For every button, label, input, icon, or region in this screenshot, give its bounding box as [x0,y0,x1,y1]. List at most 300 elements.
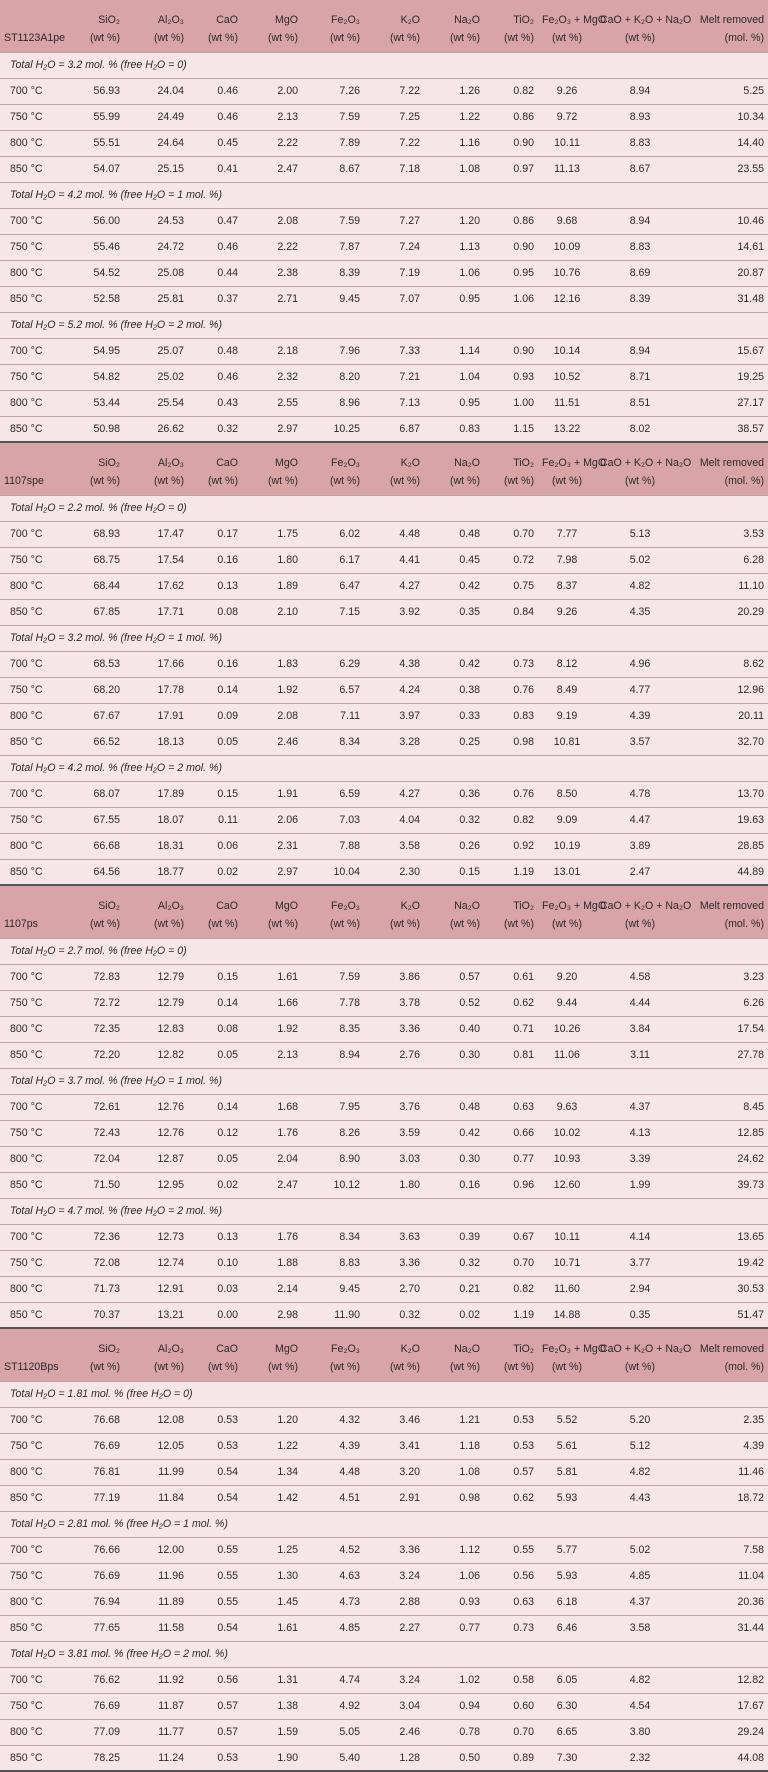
value-cell: 2.13 [242,1042,302,1068]
temperature-cell: 750 °C [0,807,64,833]
value-cell: 3.76 [364,1094,424,1120]
value-cell: 8.50 [538,781,596,807]
value-cell: 4.82 [596,1667,684,1693]
unit-label: (wt %) [329,1361,360,1374]
value-cell: 10.26 [538,1016,596,1042]
value-cell: 4.58 [596,964,684,990]
table-row [0,1146,768,1172]
header-blank [0,0,64,26]
value-cell: 0.83 [484,703,538,729]
value-cell: 18.31 [124,833,188,859]
table-row [0,1745,768,1771]
temperature-cell: 700 °C [0,1667,64,1693]
value-cell: 0.05 [188,1146,242,1172]
value-cell: 8.02 [596,416,684,442]
unit-label: (wt %) [624,1361,655,1374]
value-cell: 7.15 [302,599,364,625]
table-row [0,104,768,130]
value-cell: 8.83 [596,234,684,260]
value-cell: 1.20 [242,1407,302,1433]
value-cell: 1.19 [484,859,538,885]
col-header-mgo: MgO [275,14,298,26]
value-cell: 2.06 [242,807,302,833]
value-cell: 10.93 [538,1146,596,1172]
value-cell: 0.32 [188,416,242,442]
value-cell: 10.04 [302,859,364,885]
value-cell: 0.62 [484,990,538,1016]
col-header-k2o: K₂O [400,457,420,469]
value-cell: 11.96 [124,1563,188,1589]
table-row [0,1615,768,1641]
header-row-units [0,469,768,495]
value-cell: 11.58 [124,1615,188,1641]
value-cell: 12.91 [124,1276,188,1302]
value-cell: 0.08 [188,1016,242,1042]
temperature-cell: 750 °C [0,1563,64,1589]
value-cell: 0.42 [424,651,484,677]
value-cell: 8.51 [596,390,684,416]
value-cell: 0.92 [484,833,538,859]
value-cell: 25.54 [124,390,188,416]
value-cell: 17.78 [124,677,188,703]
value-cell: 7.19 [364,260,424,286]
value-cell: 1.06 [484,286,538,312]
value-cell: 2.38 [242,260,302,286]
col-header-sio2: SiO₂ [98,457,120,469]
col-header-na2o: Na₂O [454,1343,480,1355]
value-cell: 0.57 [188,1719,242,1745]
value-cell: 3.92 [364,599,424,625]
value-cell: 44.08 [684,1745,768,1771]
temperature-cell: 850 °C [0,859,64,885]
unit-label: (wt %) [207,918,238,931]
value-cell: 0.40 [424,1016,484,1042]
group-header-row [0,1198,768,1224]
col-header-cao: CaO [216,1343,238,1355]
value-cell: 0.32 [424,807,484,833]
value-cell: 4.04 [364,807,424,833]
value-cell: 6.28 [684,547,768,573]
value-cell: 1.26 [424,78,484,104]
value-cell: 0.13 [188,573,242,599]
value-cell: 5.93 [538,1563,596,1589]
value-cell: 0.54 [188,1615,242,1641]
value-cell: 55.99 [64,104,124,130]
value-cell: 4.77 [596,677,684,703]
value-cell: 8.96 [302,390,364,416]
table-row [0,703,768,729]
value-cell: 0.55 [484,1537,538,1563]
value-cell: 5.61 [538,1433,596,1459]
value-cell: 13.01 [538,859,596,885]
value-cell: 4.48 [364,521,424,547]
value-cell: 54.95 [64,338,124,364]
value-cell: 4.82 [596,573,684,599]
unit-label: (wt %) [267,918,298,931]
table-row [0,833,768,859]
sample-table [0,1329,768,1772]
value-cell: 0.42 [424,573,484,599]
table-row [0,547,768,573]
value-cell: 3.84 [596,1016,684,1042]
unit-label: (wt %) [551,1361,582,1374]
temperature-cell: 800 °C [0,1589,64,1615]
value-cell: 0.53 [484,1407,538,1433]
value-cell: 0.25 [424,729,484,755]
value-cell: 1.83 [242,651,302,677]
value-cell: 8.90 [302,1146,364,1172]
value-cell: 1.61 [242,1615,302,1641]
value-cell: 3.20 [364,1459,424,1485]
value-cell: 31.44 [684,1615,768,1641]
value-cell: 31.48 [684,286,768,312]
value-cell: 0.05 [188,1042,242,1068]
value-cell: 0.98 [424,1485,484,1511]
value-cell: 25.02 [124,364,188,390]
unit-label: (wt %) [153,475,184,488]
value-cell: 4.96 [596,651,684,677]
table-row [0,859,768,885]
value-cell: 8.39 [596,286,684,312]
value-cell: 72.72 [64,990,124,1016]
value-cell: 54.52 [64,260,124,286]
value-cell: 8.35 [302,1016,364,1042]
value-cell: 10.12 [302,1172,364,1198]
value-cell: 17.67 [684,1693,768,1719]
temperature-cell: 750 °C [0,990,64,1016]
sample-name: 1107spe [4,475,44,488]
value-cell: 7.95 [302,1094,364,1120]
value-cell: 1.22 [424,104,484,130]
value-cell: 0.95 [424,390,484,416]
value-cell: 0.98 [484,729,538,755]
value-cell: 2.91 [364,1485,424,1511]
table-row [0,130,768,156]
value-cell: 70.37 [64,1302,124,1328]
value-cell: 3.11 [596,1042,684,1068]
value-cell: 2.13 [242,104,302,130]
value-cell: 76.68 [64,1407,124,1433]
value-cell: 0.71 [484,1016,538,1042]
value-cell: 3.23 [684,964,768,990]
value-cell: 0.90 [484,234,538,260]
value-cell: 0.93 [424,1589,484,1615]
value-cell: 11.99 [124,1459,188,1485]
value-cell: 15.67 [684,338,768,364]
table-header [0,1329,768,1381]
temperature-cell: 850 °C [0,1042,64,1068]
value-cell: 12.85 [684,1120,768,1146]
value-cell: 68.44 [64,573,124,599]
table-row [0,1042,768,1068]
value-cell: 4.27 [364,573,424,599]
col-header-tio2: TiO₂ [513,457,534,469]
value-cell: 2.97 [242,859,302,885]
value-cell: 11.46 [684,1459,768,1485]
unit-label: (wt %) [267,32,298,45]
value-cell: 4.51 [302,1485,364,1511]
value-cell: 27.17 [684,390,768,416]
value-cell: 3.97 [364,703,424,729]
value-cell: 1.13 [424,234,484,260]
value-cell: 19.25 [684,364,768,390]
value-cell: 24.64 [124,130,188,156]
value-cell: 13.65 [684,1224,768,1250]
unit-label: (wt %) [624,32,655,45]
value-cell: 6.18 [538,1589,596,1615]
value-cell: 50.98 [64,416,124,442]
value-cell: 1.99 [596,1172,684,1198]
value-cell: 0.09 [188,703,242,729]
value-cell: 6.17 [302,547,364,573]
temperature-cell: 700 °C [0,1094,64,1120]
value-cell: 0.30 [424,1146,484,1172]
value-cell: 4.35 [596,599,684,625]
value-cell: 8.94 [596,208,684,234]
value-cell: 1.22 [242,1433,302,1459]
value-cell: 0.62 [484,1485,538,1511]
sample-table [0,886,768,1329]
value-cell: 2.97 [242,416,302,442]
water-condition: Total H₂O = 2.81 mol. % (free H₂O = 1 mol. %) [0,1511,768,1537]
temperature-cell: 850 °C [0,1615,64,1641]
value-cell: 68.07 [64,781,124,807]
value-cell: 9.68 [538,208,596,234]
value-cell: 19.63 [684,807,768,833]
temperature-cell: 850 °C [0,1485,64,1511]
value-cell: 1.15 [484,416,538,442]
value-cell: 9.26 [538,599,596,625]
col-header-fe-mg: Fe₂O₃ + MgO [542,14,607,26]
value-cell: 6.30 [538,1693,596,1719]
value-cell: 7.03 [302,807,364,833]
value-cell: 1.75 [242,521,302,547]
value-cell: 0.35 [424,599,484,625]
value-cell: 1.31 [242,1667,302,1693]
col-header-sio2: SiO₂ [98,900,120,912]
value-cell: 7.18 [364,156,424,182]
unit-label: (wt %) [389,918,420,931]
value-cell: 0.55 [188,1563,242,1589]
value-cell: 2.47 [242,1172,302,1198]
value-cell: 0.63 [484,1589,538,1615]
unit-label: (wt %) [89,918,120,931]
water-condition: Total H₂O = 3.7 mol. % (free H₂O = 1 mol. %) [0,1068,768,1094]
value-cell: 11.04 [684,1563,768,1589]
value-cell: 17.54 [684,1016,768,1042]
value-cell: 24.49 [124,104,188,130]
value-cell: 7.22 [364,130,424,156]
value-cell: 7.26 [302,78,364,104]
value-cell: 20.11 [684,703,768,729]
value-cell: 24.72 [124,234,188,260]
value-cell: 10.71 [538,1250,596,1276]
value-cell: 8.93 [596,104,684,130]
value-cell: 1.06 [424,1563,484,1589]
value-cell: 55.51 [64,130,124,156]
value-cell: 4.41 [364,547,424,573]
value-cell: 0.95 [424,286,484,312]
value-cell: 6.59 [302,781,364,807]
value-cell: 4.92 [302,1693,364,1719]
table-row [0,338,768,364]
value-cell: 3.86 [364,964,424,990]
value-cell: 68.75 [64,547,124,573]
value-cell: 0.42 [424,1120,484,1146]
value-cell: 1.92 [242,677,302,703]
temperature-cell: 800 °C [0,833,64,859]
value-cell: 6.05 [538,1667,596,1693]
temperature-cell: 800 °C [0,260,64,286]
temperature-cell: 800 °C [0,390,64,416]
value-cell: 3.78 [364,990,424,1016]
value-cell: 1.04 [424,364,484,390]
col-header-al2o3: Al₂O₃ [157,14,184,26]
value-cell: 0.16 [188,651,242,677]
group-header-row [0,938,768,964]
value-cell: 20.29 [684,599,768,625]
water-condition: Total H₂O = 2.2 mol. % (free H₂O = 0) [0,495,768,521]
value-cell: 0.82 [484,807,538,833]
value-cell: 2.35 [684,1407,768,1433]
value-cell: 0.77 [484,1146,538,1172]
table-row [0,1667,768,1693]
sample-name: ST1120Bps [4,1361,59,1374]
value-cell: 8.94 [596,338,684,364]
value-cell: 12.96 [684,677,768,703]
value-cell: 18.72 [684,1485,768,1511]
col-header-cao: CaO [216,457,238,469]
table-row [0,1537,768,1563]
value-cell: 0.63 [484,1094,538,1120]
value-cell: 4.74 [302,1667,364,1693]
value-cell: 2.30 [364,859,424,885]
table-row [0,964,768,990]
value-cell: 4.48 [302,1459,364,1485]
temperature-cell: 850 °C [0,1302,64,1328]
value-cell: 6.65 [538,1719,596,1745]
value-cell: 10.19 [538,833,596,859]
unit-label: (wt %) [267,1361,298,1374]
value-cell: 0.56 [484,1563,538,1589]
unit-label: (mol. %) [724,475,764,488]
col-header-alkali: CaO + K₂O + Na₂O [600,14,692,26]
col-header-melt: Melt removed [699,1343,764,1355]
value-cell: 0.46 [188,104,242,130]
value-cell: 12.76 [124,1094,188,1120]
table-row [0,1302,768,1328]
value-cell: 7.89 [302,130,364,156]
value-cell: 0.02 [188,859,242,885]
value-cell: 1.88 [242,1250,302,1276]
value-cell: 12.16 [538,286,596,312]
temperature-cell: 850 °C [0,1172,64,1198]
temperature-cell: 850 °C [0,286,64,312]
table-row [0,1719,768,1745]
value-cell: 4.27 [364,781,424,807]
water-condition: Total H₂O = 5.2 mol. % (free H₂O = 2 mol. %) [0,312,768,338]
value-cell: 12.05 [124,1433,188,1459]
table-row [0,1250,768,1276]
temperature-cell: 850 °C [0,416,64,442]
table-body [0,495,768,885]
value-cell: 8.62 [684,651,768,677]
value-cell: 67.85 [64,599,124,625]
value-cell: 2.76 [364,1042,424,1068]
value-cell: 1.89 [242,573,302,599]
value-cell: 72.36 [64,1224,124,1250]
value-cell: 2.46 [242,729,302,755]
value-cell: 6.02 [302,521,364,547]
value-cell: 0.02 [188,1172,242,1198]
value-cell: 2.47 [242,156,302,182]
value-cell: 3.89 [596,833,684,859]
value-cell: 2.00 [242,78,302,104]
value-cell: 0.48 [424,521,484,547]
value-cell: 4.38 [364,651,424,677]
value-cell: 0.38 [424,677,484,703]
temperature-cell: 700 °C [0,1224,64,1250]
value-cell: 20.87 [684,260,768,286]
table-row [0,286,768,312]
unit-label: (wt %) [503,475,534,488]
value-cell: 76.69 [64,1693,124,1719]
temperature-cell: 700 °C [0,964,64,990]
value-cell: 2.18 [242,338,302,364]
value-cell: 12.00 [124,1537,188,1563]
table-row [0,677,768,703]
value-cell: 1.61 [242,964,302,990]
value-cell: 2.14 [242,1276,302,1302]
value-cell: 0.30 [424,1042,484,1068]
value-cell: 7.96 [302,338,364,364]
group-header-row [0,1511,768,1537]
table-row [0,208,768,234]
value-cell: 1.76 [242,1224,302,1250]
value-cell: 1.02 [424,1667,484,1693]
value-cell: 1.20 [424,208,484,234]
table-row [0,156,768,182]
table-body [0,1381,768,1771]
value-cell: 0.54 [188,1485,242,1511]
value-cell: 4.43 [596,1485,684,1511]
value-cell: 0.50 [424,1745,484,1771]
col-header-al2o3: Al₂O₃ [157,1343,184,1355]
value-cell: 3.77 [596,1250,684,1276]
value-cell: 0.57 [424,964,484,990]
value-cell: 12.08 [124,1407,188,1433]
col-header-alkali: CaO + K₂O + Na₂O [600,457,692,469]
value-cell: 4.85 [302,1615,364,1641]
value-cell: 0.52 [424,990,484,1016]
value-cell: 24.04 [124,78,188,104]
unit-label: (wt %) [551,32,582,45]
value-cell: 0.46 [188,234,242,260]
col-header-fe-mg: Fe₂O₃ + MgO [542,457,607,469]
value-cell: 0.76 [484,677,538,703]
unit-label: (wt %) [449,918,480,931]
value-cell: 6.57 [302,677,364,703]
value-cell: 7.24 [364,234,424,260]
header-blank [0,443,64,469]
value-cell: 7.59 [302,964,364,990]
unit-label: (wt %) [389,475,420,488]
value-cell: 1.21 [424,1407,484,1433]
value-cell: 8.67 [596,156,684,182]
group-header-row [0,1381,768,1407]
value-cell: 3.04 [364,1693,424,1719]
value-cell: 0.70 [484,1250,538,1276]
